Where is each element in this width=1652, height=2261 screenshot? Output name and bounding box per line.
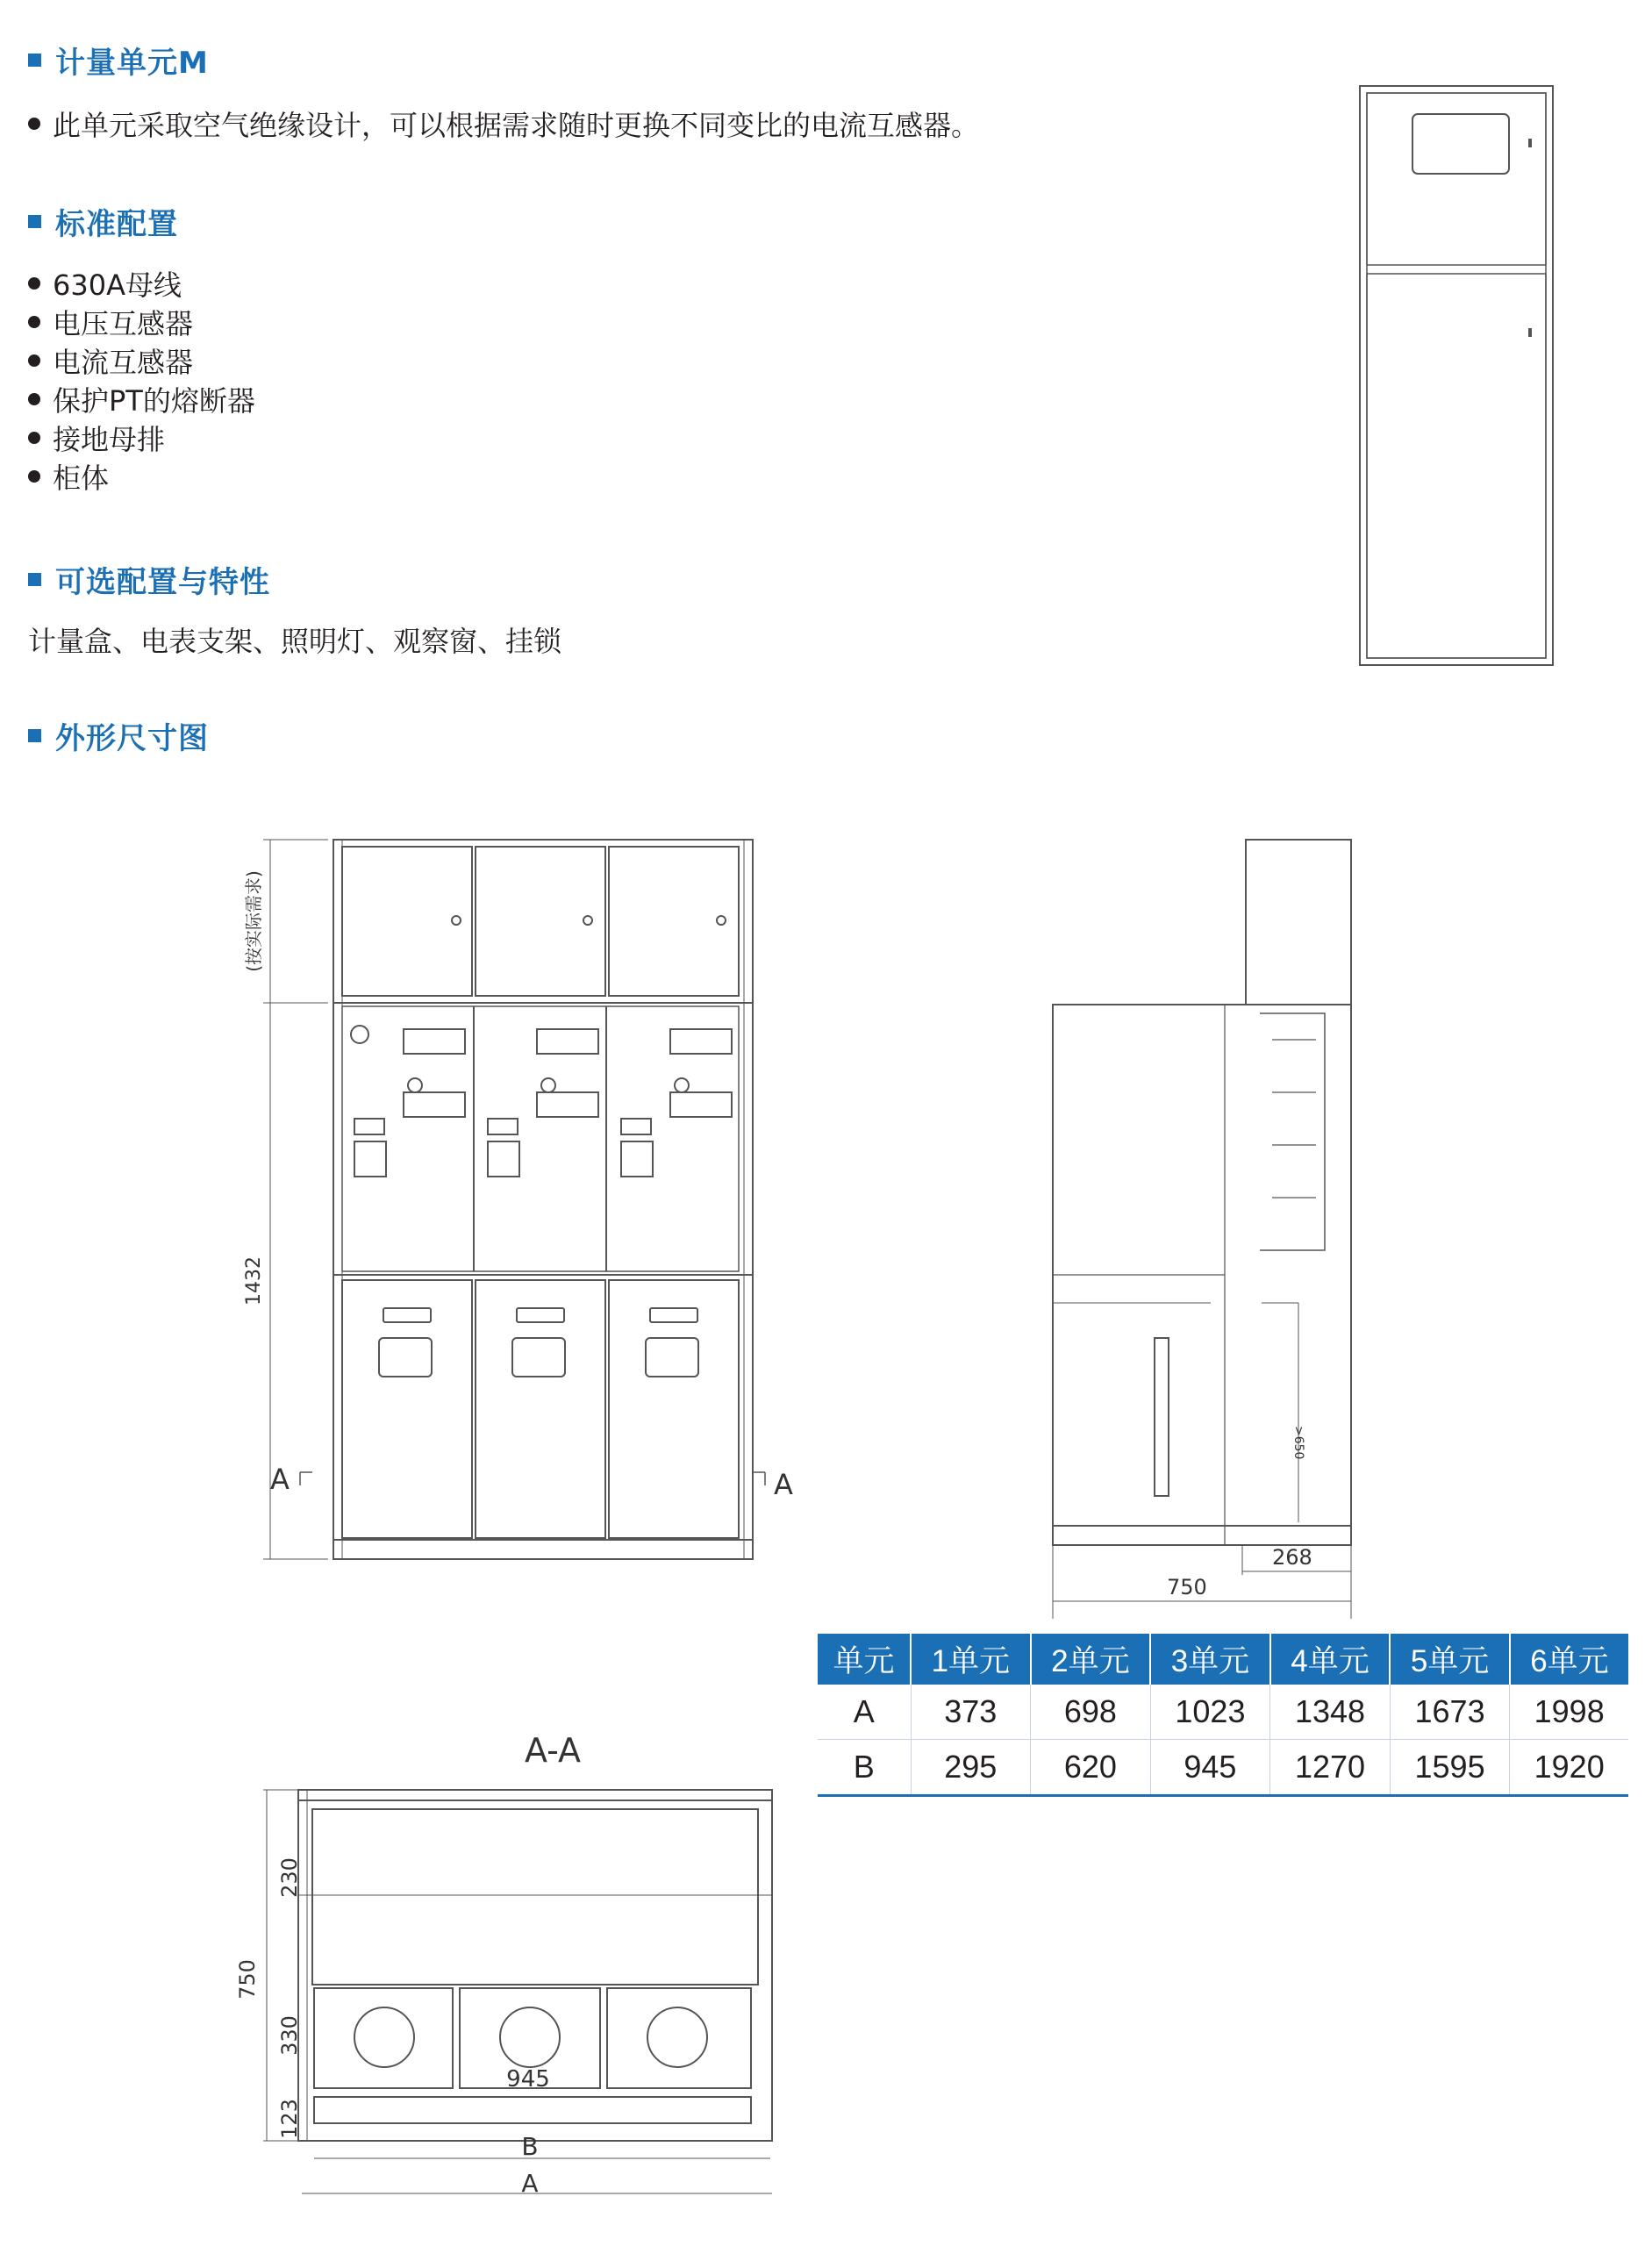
section-heading-standard [28, 200, 178, 243]
section-mark-right: A [774, 1468, 793, 1501]
section-heading-dimensions [28, 714, 209, 757]
dim-label-total: 750 [235, 1959, 260, 2000]
table-cell: 1595 [1390, 1740, 1510, 1796]
section-aa-drawing [211, 1720, 790, 2246]
table-header-cell: 4单元 [1270, 1634, 1391, 1685]
blue-square-icon [28, 573, 41, 586]
list-item-text: 保护PT的熔断器 [53, 384, 255, 418]
bullet-dot-icon [28, 316, 40, 328]
table-header-cell: 3单元 [1150, 1634, 1270, 1685]
section-title: 可选配置与特性 [55, 565, 270, 600]
table-header-cell: 2单元 [1031, 1634, 1151, 1685]
blue-square-icon [28, 54, 41, 67]
list-item-text: 柜体 [53, 462, 110, 495]
dim-label-vertical: >650 [1291, 1426, 1305, 1460]
cabinet-exterior-drawing [1351, 81, 1562, 677]
bullet-dot-icon [28, 354, 40, 367]
optional-features-text: 计量盒、电表支架、照明灯、观察窗、挂锁 [28, 625, 562, 658]
list-item [28, 340, 193, 381]
bullet-text: 此单元采取空气绝缘设计，可以根据需求随时更换不同变比的电流互感器。 [53, 109, 980, 142]
dim-label-inner: 268 [1272, 1545, 1312, 1570]
dim-label-lower: 123 [277, 2099, 302, 2139]
section-title: 标准配置 [55, 207, 178, 242]
section-mark-left: A [270, 1463, 290, 1496]
list-item [28, 302, 193, 342]
table-header-cell: 5单元 [1390, 1634, 1510, 1685]
blue-square-icon [28, 729, 41, 742]
list-item [28, 456, 109, 497]
dim-label-top: (按实际需求) [243, 870, 264, 972]
table-header-cell: 单元 [818, 1634, 911, 1685]
section-heading-optional [28, 558, 270, 601]
dim-label-b: B [521, 2132, 539, 2161]
table-cell: 1673 [1390, 1685, 1510, 1740]
section-title: 外形尺寸图 [55, 721, 209, 756]
dim-label-inner-width: 945 [506, 2066, 550, 2093]
dim-label-depth: 750 [1167, 1575, 1207, 1599]
table-cell: 295 [911, 1740, 1031, 1796]
table-cell: 945 [1150, 1740, 1270, 1796]
table-cell: 373 [911, 1685, 1031, 1740]
bullet-dot-icon [28, 432, 40, 444]
bullet-dot-icon [28, 277, 40, 290]
bullet-dot-icon [28, 393, 40, 405]
list-item [28, 379, 255, 419]
front-view-drawing [228, 829, 833, 1592]
table-cell: B [818, 1740, 911, 1796]
table-header-cell: 6单元 [1510, 1634, 1628, 1685]
list-item-text: 电流互感器 [53, 346, 194, 379]
dimension-table [818, 1634, 1628, 1797]
section-heading-metering [28, 39, 209, 82]
table-cell: 1270 [1270, 1740, 1391, 1796]
table-row [818, 1740, 1628, 1796]
list-item-text: 接地母排 [53, 423, 166, 456]
dim-label-middle: 330 [277, 2015, 302, 2056]
table-cell: 1920 [1510, 1740, 1628, 1796]
section-title: 计量单元M [55, 46, 209, 81]
list-item [28, 418, 165, 458]
dim-label-a: A [521, 2169, 539, 2198]
table-row [818, 1685, 1628, 1740]
table-cell: 620 [1031, 1740, 1151, 1796]
list-item-text: 电压互感器 [53, 307, 194, 340]
table-cell: 1998 [1510, 1685, 1628, 1740]
list-item [28, 263, 182, 304]
table-cell: A [818, 1685, 911, 1740]
dim-label-upper: 230 [277, 1857, 302, 1898]
section-title-aa: A-A [524, 1731, 582, 1770]
dim-label-height: 1432 [243, 1256, 265, 1306]
table-header-cell: 1单元 [911, 1634, 1031, 1685]
table-cell: 1348 [1270, 1685, 1391, 1740]
table-cell: 698 [1031, 1685, 1151, 1740]
bullet-item [28, 104, 979, 144]
side-view-drawing [1035, 829, 1377, 1645]
table-header-row [818, 1634, 1628, 1685]
bullet-dot-icon [28, 118, 40, 130]
blue-square-icon [28, 215, 41, 228]
list-item-text: 630A母线 [53, 268, 182, 302]
bullet-dot-icon [28, 470, 40, 483]
table-cell: 1023 [1150, 1685, 1270, 1740]
